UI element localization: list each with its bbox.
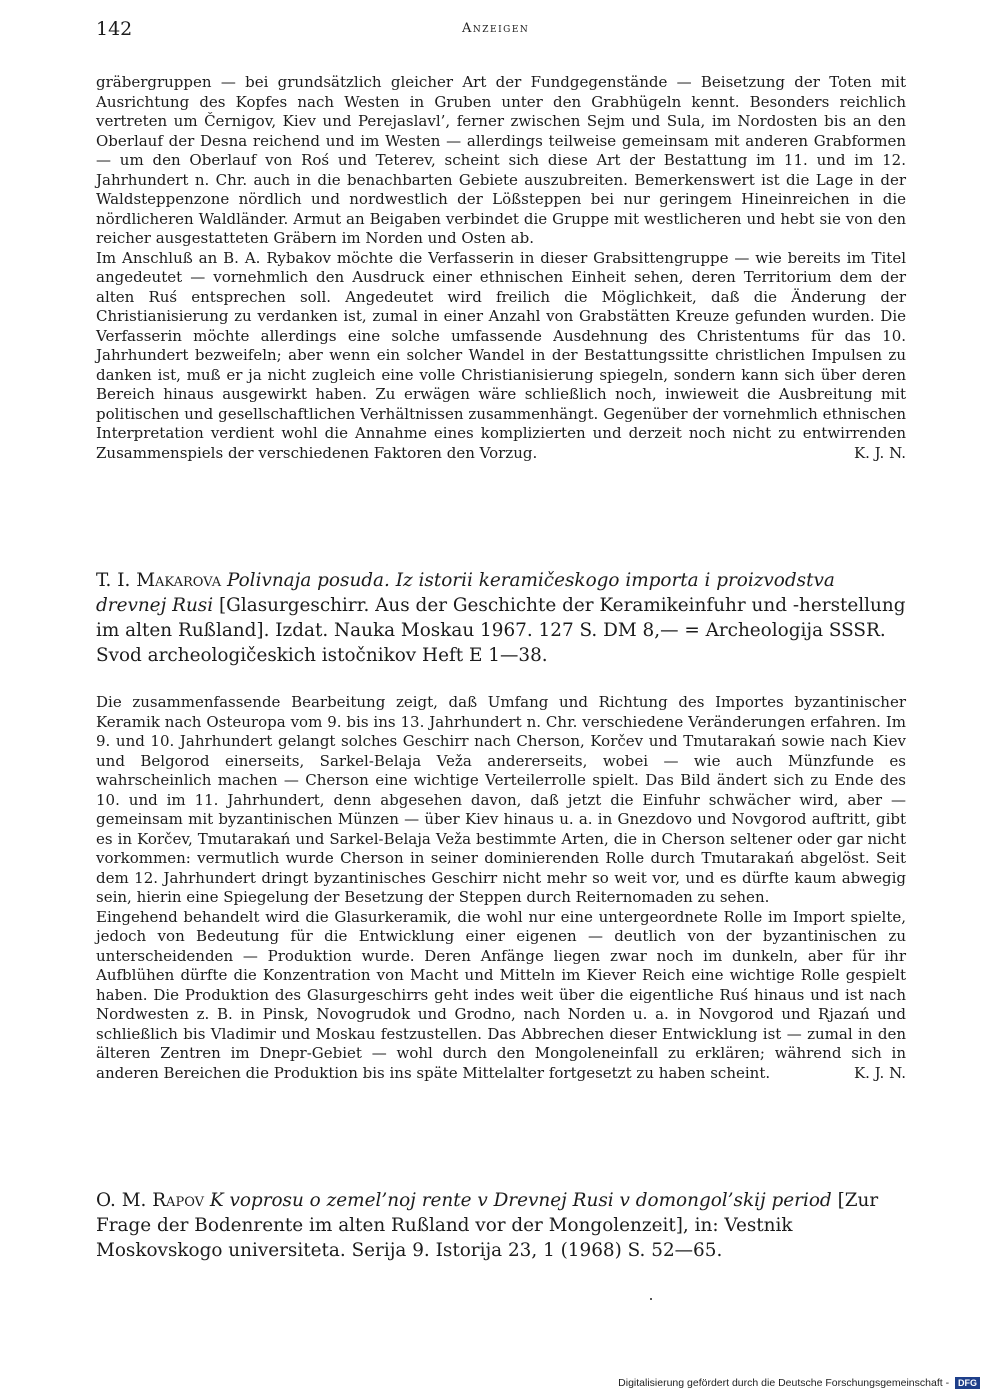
review-2-body [96,693,906,1083]
review-2-paragraph-2 [96,908,906,1084]
running-title: Anzeigen [462,21,530,36]
review-2-bibliography: [Glasurgeschirr. Aus der Geschichte der Keramikeinfuhr und -herstellung im alten Rußland]. Izdat. Nauka Moskau 1967. 127 S. DM 8,— = Archeologija SSSR. Svod archeologičeskich istočnikov Heft E 1—38. [96,595,906,666]
review-2-author: T. I. Makarova [96,570,222,591]
review-3-heading [96,1188,910,1263]
review-3-author: O. M. Rapov [96,1190,205,1211]
review-1-paragraph-1: gräbergruppen — bei grundsätzlich gleicher Art der Fundgegenstände — Beisetzung der Toten mit Ausrichtung des Kopfes nach Westen in Gruben unter den Grabhügeln kennt. Besonders reichlich vertreten um Černigov, Kiev und Perejaslavl’, ferner zwischen Sejm und Sula, im Nordosten bis an den Oberlauf der Desna reichend und im Westen — allerdings teilweise gemeinsam mit anderen Grabformen — um den Oberlauf von Roś und Teterev, scheint sich diese Art der Bestattung im 11. und im 12. Jahrhundert n. Chr. auch in die benachbarten Gebiete auszubreiten. Bemerkenswert ist die Lage in der Waldsteppenzone nördlich und nordwestlich der Lößsteppen bei nur geringem Hineinreichen in die nördlicheren Waldländer. Armut an Beigaben verbindet die Gruppe mit westlicheren und hebt sie von den reicher ausgestatteten Gräbern im Norden und Osten ab. [96,73,906,247]
dfg-logo: DFG [955,1377,980,1389]
page-number: 142 [96,18,133,40]
digitization-footer [618,1377,980,1389]
review-2-paragraph-2-text: Eingehend behandelt wird die Glasurkeramik, die wohl nur eine untergeordnete Rolle im Import spielte, jedoch von Bedeutung für die Entwicklung einer eigenen — deutlich von der byzantinischen zu unterscheidenden — Produktion wurde. Deren Anfänge liegen zwar noch im dunkeln, aber für ihr Aufblühen dürfte die Konzentration von Macht und Mitteln im Kiever Reich eine wichtige Rolle gespielt haben. Die Produktion des Glasurgeschirrs geht indes weit über die eigentliche Ruś hinaus und ist nach Nordwesten z. B. in Pinsk, Novogrudok und Grodno, nach Norden u. a. in Novgorod und Rjazań und schließlich bis Vladimir und Moskau festzustellen. Das Abbrechen dieser Entwicklung ist — zumal in den älteren Zentren im Dnepr-Gebiet — wohl durch den Mongoleneinfall zu erklären; während sich in anderen Bereichen die Produktion bis ins späte Mittelalter fortgesetzt zu haben scheint. [96,907,906,1082]
review-1-body [96,73,906,463]
review-2-heading [96,568,910,668]
review-3-title: K voprosu o zemel’noj rente v Drevnej Rusi v domongol’skij period [209,1190,832,1211]
review-1-paragraph-2 [96,249,906,464]
review-2-paragraph-1: Die zusammenfassende Bearbeitung zeigt, daß Umfang und Richtung des Importes byzantinischer Keramik nach Osteuropa vom 9. bis ins 13. Jahrhundert n. Chr. verschiedene Veränderungen erfahren. Im 9. und 10. Jahrhundert gelangt solches Geschirr nach Cherson, Korčev und Tmutarakań sowie nach Kiev und Belgorod einerseits, Sarkel-Belaja Veža andererseits, wobei — wie auch Münzfunde es wahrscheinlich machen — Cherson eine wichtige Verteilerrolle spielt. Das Bild ändert sich zu Ende des 10. und im 11. Jahrhundert, denn abgesehen davon, daß jetzt die Einfuhr schwächer wird, aber — gemeinsam mit byzantinischen Münzen — über Kiev hinaus u. a. in Gnezdovo und Novgorod auftritt, gibt es in Korčev, Tmutarakań und Sarkel-Belaja Veža bestimmte Arten, die in Cherson seltener oder gar nicht vorkommen: vermutlich wurde Cherson in seiner dominierenden Rolle durch Tmutarakań abgelöst. Seit dem 12. Jahrhundert dringt byzantinisches Geschirr nicht mehr so weit vor, und es dürfte kaum abwegig sein, hierin eine Spiegelung der Besetzung der Steppen durch Reiternomaden zu sehen. [96,693,906,906]
review-2-title: Polivnaja posuda. Iz istorii keramičeskogo importa i proizvodstva drevnej Rusi [96,570,835,616]
scan-speck [650,1298,652,1300]
review-2-signature: K. J. N. [853,1063,906,1082]
review-3-bibliography: [Zur Frage der Bodenrente im alten Rußland vor der Mongolenzeit], in: Vestnik Moskovskogo universiteta. Serija 9. Istorija 23, 1 (1968) S. 52—65. [96,1190,879,1261]
review-1-paragraph-2-text: Im Anschluß an B. A. Rybakov möchte die Verfasserin in dieser Grabsittengruppe — wie bereits im Titel angedeutet — vornehmlich den Ausdruck einer ethnischen Einheit sehen, deren Territorium dem der alten Ruś entsprechen soll. Angedeutet wird freilich die Möglichkeit, daß die Änderung der Christianisierung zu verdanken ist, zumal in einer Anzahl von Grabstätten Kreuze gefunden wurden. Die Verfasserin möchte allerdings eine solche umfassende Ausdehnung des Christentums für das 10. Jahrhundert bezweifeln; aber wenn ein solcher Wandel in der Bestattungssitte christlichen Impulsen zu danken ist, muß er ja nicht zugleich eine volle Christianisierung spiegeln, sondern kann sich über deren Bereich hinaus ausgewirkt haben. Zu erwägen wäre schließlich noch, inwieweit die Ausbreitung mit politischen und gesellschaftlichen Verhältnissen zusammenhängt. Gegenüber der vornehmlich ethnischen Interpretation verdient wohl die Annahme eines komplizierten und derzeit noch nicht zu entwirrenden Zusammenspiels der verschiedenen Faktoren den Vorzug. [96,248,906,462]
digitization-note: Digitalisierung gefördert durch die Deutsche Forschungsgemeinschaft - [618,1377,950,1389]
review-1-signature: K. J. N. [853,443,906,462]
